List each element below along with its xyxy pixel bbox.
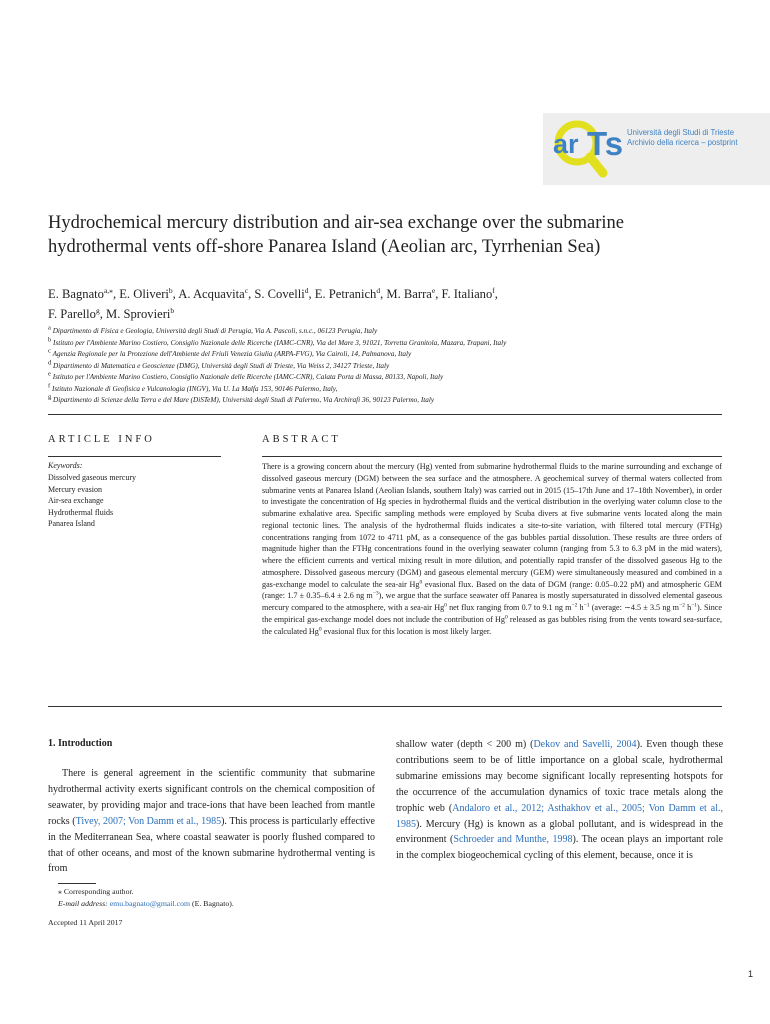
author[interactable]: M. Sprovieri$^b$ [106, 305, 175, 321]
keywords-list [48, 472, 136, 530]
page-number: 1 [748, 969, 754, 979]
svg-text:ar: ar [553, 129, 579, 159]
author[interactable]: M. Barra$^e$ [386, 285, 436, 301]
affiliations [48, 326, 688, 407]
affiliation: $^g$ Dipartimento di Scienze della Terra e del Mare (DiSTeM), Università degli Studi di Palermo, Via Archirafi 36, 90123 Palermo, Italy [48, 393, 435, 405]
author[interactable]: F. Italiano$^f$ [441, 285, 495, 301]
introduction-heading: 1. Introduction [48, 738, 113, 749]
citation-link[interactable]: Tivey, 2007; Von Damm et al., 1985 [75, 815, 222, 827]
footnote-rule [58, 883, 96, 884]
abstract-bottom-rule [48, 706, 722, 707]
arts-logo [543, 113, 770, 185]
abstract-text: There is a growing concern about the mercury (Hg) vented from submarine hydrothermal fluids to the marine surrounding and exchange of dissolved gaseous mercury (DGM) between the sea surface and the atmosphere. A geochemical survey of thermal waters collected from submarine vents at Panarea Island (Aeolian Islands, southern Italy) was carried out in 2015 (15–17th June and 17–18th November), in order to investigate the concentration of Hg species in hydrothermal fluids and the vertical distribution in the overlying water column close to the submarine exhalative area. Specific sampling methods were employed by Scuba divers at five submarine vents located along the main regional tectonic lines. The analysis of the hydrothermal fluids indicates a site-to-site variation, with filtered total mercury (FTHg) concentrations ranging from 1072 to 4711 pM, as a consequence of the gas bubbles partial dissolution. These results are three orders of magnitude higher than the FTHg concentrations found in the overlying seawater column (ranging from 5.3 to 6.3 pM in the mid waters), where the efficient currents and vertical mixing result in more dilution, and potentially rapid transfer of the dissolved gaseous Hg to the atmosphere. Dissolved gaseous mercury (DGM) and gaseous elemental mercury (GEM) were simultaneously measured and combined in a gas-exchange model to calculate the sea-air Hg$^0$ evasional flux. Based on the data of DGM (range: 0.05–0.22 pM) and atmospheric GEM (range: 1.7 ± 0.35–6.4 ± 2.6 ng $m^{-3}$), we argue that the surface seawater off Panarea is mostly supersaturated in dissolved elemental gaseous mercury compared to the atmosphere, with a sea-air Hg$^0$ net flux ranging from 0.7 to 9.1 ng $m^{-2}$ $h^{-1}$ (average: ∼4.5 ± 3.5 ng $m^{-2}$ $h^{-1}$). Since the empirical gas-exchange model does not include the contribution of Hg$^0$ released as gas bubbles rising from the vents toward sea-surface, the calculated Hg$^0$ evasional flux for this location is most likely larger. [262, 462, 722, 636]
affiliation: $^a$ Dipartimento di Fisica e Geologia, Università degli Studi di Perugia, Via A. Pascoli, s.n.c., 06123 Perugia, Italy [48, 324, 378, 335]
author[interactable]: E. Oliveri$^b$ [119, 285, 173, 301]
affiliation: $^d$ Dipartimento di Matematica e Geoscienze (DMG), Università degli Studi di Trieste, Via Weiss 2, 34127 Trieste, Italy [48, 359, 390, 370]
logo-line-archive: Archivio della ricerca – postprint [627, 138, 738, 147]
keyword: Hydrothermal fluids [48, 507, 114, 517]
affiliation: $^e$ Istituto per l'Ambiente Marino Costiero, Consiglio Nazionale delle Ricerche (IAMC-CNR), Calata Porta di Massa, 80133, Napoli, Italy [48, 370, 444, 382]
logo-line-university: Università degli Studi di Trieste [627, 128, 735, 137]
citation-link[interactable]: Andaloro et al., 2012; Asthakhov et al., 2005; Von Damm et al., 1985 [396, 802, 723, 830]
citation-link[interactable]: Dekov and Savelli, 2004 [533, 739, 637, 750]
svg-text:Ts: Ts [587, 125, 624, 162]
header-rule [48, 414, 722, 415]
keywords-label: Keywords: [48, 461, 83, 470]
logo-caption [627, 128, 738, 148]
footnote [58, 886, 234, 910]
author[interactable]: S. Covelli$^d$ [254, 285, 309, 301]
keyword: Dissolved gaseous mercury [48, 473, 136, 482]
affiliation: $^b$ Istituto per l'Ambiente Marino Costiero, Consiglio Nazionale delle Ricerche (IAMC-CNR), Via del Mare 3, 91021, Torretta Granitola, Mazara, Trapani, Italy [48, 336, 507, 347]
email-line: E-mail address: emu.bagnato@gmail.com (E. Bagnato). [58, 899, 234, 908]
author[interactable]: A. Acquavita$^c$ [178, 285, 249, 301]
accepted-date: Accepted 11 April 2017 [48, 918, 123, 927]
author[interactable]: E. Petranich$^d$ [314, 285, 381, 301]
author[interactable]: F. Parello$^g$ [48, 305, 100, 321]
introduction-right-column: shallow water (depth < 200 m) (Dekov and Savelli, 2004). Even though these contributions seem to be of little importance on a global scale, hydrothermal submarine emissions may become significant locally representing hotspots for the occurrence of the accumulation dynamics of toxic trace metals along the trophic web (Andaloro et al., 2012; Asthakhov et al., 2005; Von Damm et al., 1985). Mercury (Hg) is known as a global pollutant, and is widespread in the environment (Schroeder and Munthe, 1998). The ocean plays an important role in the complex biogeochemical cycling of this element, because, once it is [396, 739, 724, 862]
corresponding-author-note: ⁎ Corresponding author. [58, 887, 134, 896]
email-link[interactable]: emu.bagnato@gmail.com [109, 899, 191, 908]
citation-link[interactable]: Schroeder and Munthe, 1998 [453, 834, 573, 846]
author[interactable]: E. Bagnato$^{a,⁎}$ [48, 285, 113, 301]
affiliation: $^f$ Istituto Nazionale di Geofisica e Vulcanologia (INGV), Via U. La Malfa 153, 90146 Palermo, Italy, [48, 382, 338, 393]
keyword: Panarea Island [48, 519, 95, 529]
abstract-rule [262, 456, 722, 457]
affiliation: $^c$ Agenzia Regionale per la Protezione dell'Ambiente del Friuli Venezia Giulia (ARPA-FVG), Via Cairoli, 14, Palmanova, Italy [48, 347, 412, 359]
introduction-left-column: There is general agreement in the scientific community that submarine hydrothermal activity exerts significant controls on the chemical composition of seawater, by providing major and trace-ions that have been leached from mantle rocks (Tivey, 2007; Von Damm et al., 1985). This process is particularly effective in the Mediterranean Sea, where coastal seawater is poorly flushed compared to that of other oceans, and most of the known submarine hydrothermal venting is from [48, 768, 375, 875]
keyword: Mercury evasion [48, 484, 102, 494]
keyword: Air-sea exchange [48, 496, 104, 506]
article-info-heading: ARTICLE INFO [48, 434, 155, 445]
article-info-rule [48, 456, 221, 457]
abstract-heading: ABSTRACT [262, 434, 341, 445]
paper-title: Hydrochemical mercury distribution and air-sea exchange over the submarine hydrothermal vents off-shore Panarea Island (Aeolian arc, Tyrrhenian Sea) [48, 213, 624, 257]
author-list: E. Bagnato$^{a,⁎}$, E. Oliveri$^b$, A. Acquavita$^c$, S. Covelli$^d$, E. Petranich$^d$, M. Barra$^e$, F. Italiano$^f$, F. Parello$^g$, M. Sprovieri$^b$ [48, 285, 498, 321]
